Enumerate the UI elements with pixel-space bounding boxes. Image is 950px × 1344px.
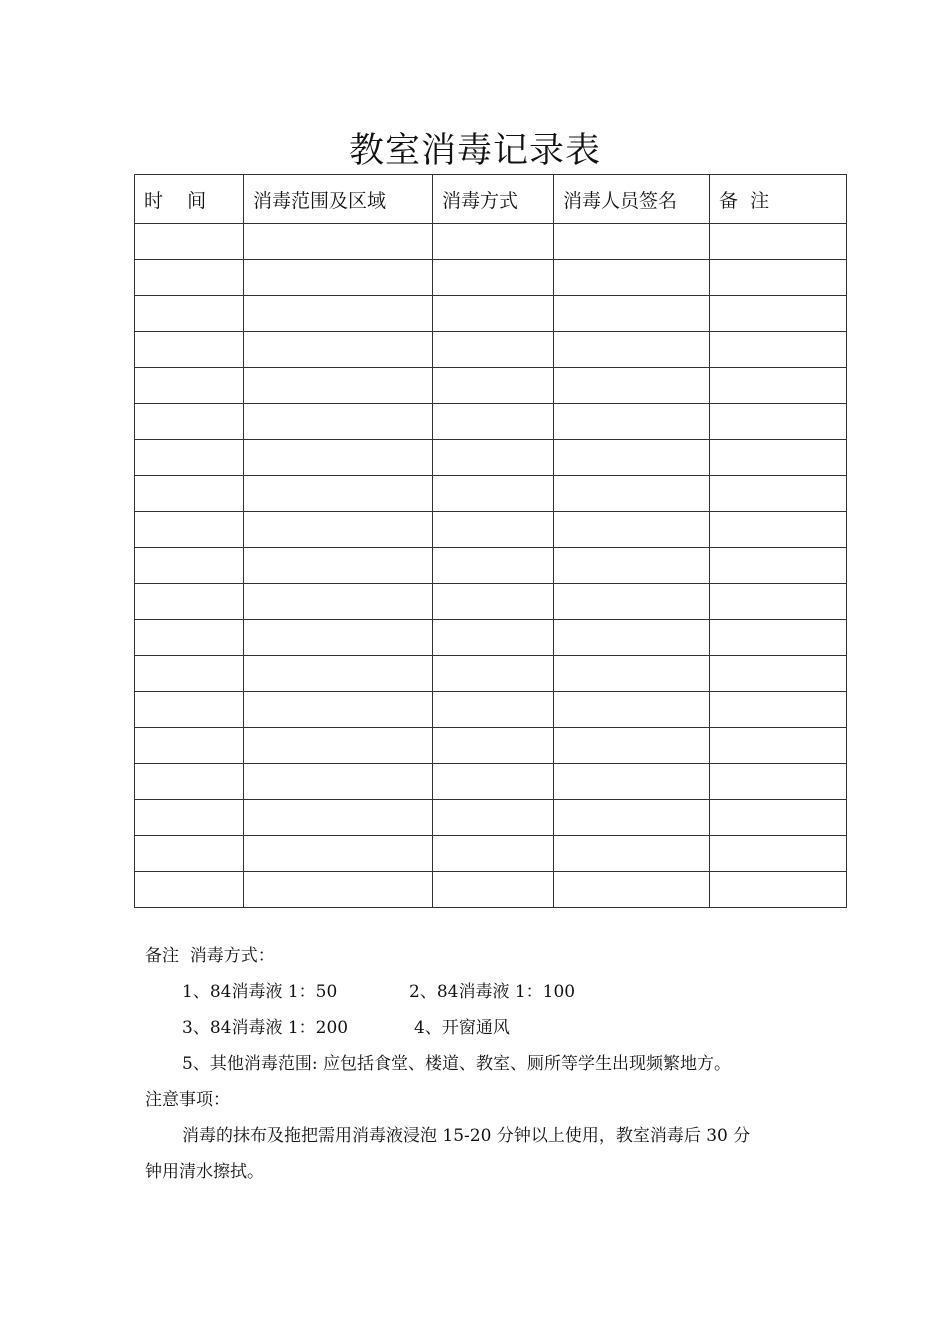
method-1: 1、84消毒液 1：50 — [182, 982, 338, 1002]
table-cell[interactable] — [244, 476, 433, 512]
header-signature: 消毒人员签名 — [554, 175, 710, 224]
notes-section — [145, 938, 825, 1190]
header-area: 消毒范围及区域 — [244, 175, 433, 224]
table-cell[interactable] — [710, 332, 847, 368]
table-cell[interactable] — [554, 836, 710, 872]
table-cell[interactable] — [710, 692, 847, 728]
method-4: 4、开窗通风 — [414, 1018, 510, 1038]
attention-line-2: 钟用清水擦拭。 — [145, 1162, 264, 1182]
table-cell[interactable] — [135, 584, 244, 620]
table-cell[interactable] — [244, 296, 433, 332]
table-cell[interactable] — [554, 260, 710, 296]
table-cell[interactable] — [135, 872, 244, 908]
table-row — [135, 692, 847, 728]
table-header-row — [135, 175, 847, 224]
table-cell[interactable] — [554, 692, 710, 728]
table-row — [135, 548, 847, 584]
table-row — [135, 764, 847, 800]
table-cell[interactable] — [244, 368, 433, 404]
table-cell[interactable] — [244, 764, 433, 800]
table-row — [135, 800, 847, 836]
notes-heading: 备注 消毒方式： — [145, 946, 275, 966]
table-cell[interactable] — [710, 476, 847, 512]
table-cell[interactable] — [244, 656, 433, 692]
table-row — [135, 260, 847, 296]
table-cell[interactable] — [554, 656, 710, 692]
table-cell[interactable] — [710, 620, 847, 656]
table-cell[interactable] — [710, 224, 847, 260]
header-remarks: 备 注 — [710, 175, 847, 224]
table-cell[interactable] — [244, 872, 433, 908]
table-row — [135, 836, 847, 872]
table-cell[interactable] — [135, 656, 244, 692]
table-cell[interactable] — [135, 728, 244, 764]
table-cell[interactable] — [710, 728, 847, 764]
table-cell[interactable] — [710, 656, 847, 692]
table-cell[interactable] — [244, 548, 433, 584]
table-cell[interactable] — [710, 260, 847, 296]
table-cell[interactable] — [135, 332, 244, 368]
header-time: 时 间 — [135, 175, 244, 224]
table-cell[interactable] — [433, 548, 554, 584]
table-cell[interactable] — [433, 692, 554, 728]
table-row — [135, 368, 847, 404]
table-cell[interactable] — [244, 260, 433, 296]
table-cell[interactable] — [554, 332, 710, 368]
table-row — [135, 296, 847, 332]
table-cell[interactable] — [554, 872, 710, 908]
table-row — [135, 620, 847, 656]
table-cell[interactable] — [554, 728, 710, 764]
table-row — [135, 656, 847, 692]
table-cell[interactable] — [433, 332, 554, 368]
table-cell[interactable] — [244, 620, 433, 656]
method-3: 3、84消毒液 1：200 — [182, 1018, 349, 1038]
table-cell[interactable] — [710, 584, 847, 620]
table-cell[interactable] — [135, 440, 244, 476]
table-cell[interactable] — [135, 224, 244, 260]
table-cell[interactable] — [135, 836, 244, 872]
table-cell[interactable] — [710, 296, 847, 332]
table-row — [135, 584, 847, 620]
table-cell[interactable] — [554, 224, 710, 260]
header-method: 消毒方式 — [433, 175, 554, 224]
table-cell[interactable] — [135, 404, 244, 440]
table-cell[interactable] — [710, 836, 847, 872]
table-cell[interactable] — [554, 368, 710, 404]
table-cell[interactable] — [554, 476, 710, 512]
table-row — [135, 224, 847, 260]
table-cell[interactable] — [433, 584, 554, 620]
table-row — [135, 476, 847, 512]
document-title: 教室消毒记录表 — [348, 131, 601, 171]
table-cell[interactable] — [244, 728, 433, 764]
table-cell[interactable] — [244, 332, 433, 368]
table-cell[interactable] — [433, 800, 554, 836]
table-cell[interactable] — [135, 368, 244, 404]
table-cell[interactable] — [244, 836, 433, 872]
table-cell[interactable] — [244, 440, 433, 476]
method-5: 5、其他消毒范围: 应包括食堂、楼道、教室、厕所等学生出现频繁地方。 — [182, 1054, 731, 1074]
table-cell[interactable] — [433, 296, 554, 332]
table-cell[interactable] — [433, 656, 554, 692]
disinfection-record-table — [134, 174, 847, 908]
table-cell[interactable] — [433, 368, 554, 404]
table-cell[interactable] — [244, 692, 433, 728]
table-row — [135, 440, 847, 476]
table-cell[interactable] — [135, 620, 244, 656]
methods-row-2 — [145, 1010, 825, 1046]
table-cell[interactable] — [554, 512, 710, 548]
table-cell[interactable] — [710, 512, 847, 548]
table-cell[interactable] — [710, 368, 847, 404]
table-body — [135, 224, 847, 908]
table-cell[interactable] — [433, 872, 554, 908]
attention-heading: 注意事项： — [145, 1090, 230, 1110]
table-cell[interactable] — [710, 404, 847, 440]
table-cell[interactable] — [433, 440, 554, 476]
table-cell[interactable] — [135, 260, 244, 296]
table-cell[interactable] — [433, 476, 554, 512]
table-cell[interactable] — [433, 764, 554, 800]
table-cell[interactable] — [554, 764, 710, 800]
table-cell[interactable] — [554, 584, 710, 620]
table-cell[interactable] — [135, 692, 244, 728]
table-cell[interactable] — [244, 800, 433, 836]
table-cell[interactable] — [135, 512, 244, 548]
table-row — [135, 332, 847, 368]
table-cell[interactable] — [710, 872, 847, 908]
method-2: 2、84消毒液 1：100 — [409, 982, 576, 1002]
table-row — [135, 872, 847, 908]
table-cell[interactable] — [244, 512, 433, 548]
table-cell[interactable] — [433, 512, 554, 548]
table-cell[interactable] — [135, 800, 244, 836]
table-cell[interactable] — [554, 620, 710, 656]
table-cell[interactable] — [433, 836, 554, 872]
table-cell[interactable] — [554, 548, 710, 584]
table-cell[interactable] — [433, 224, 554, 260]
table-cell[interactable] — [244, 584, 433, 620]
table-row — [135, 404, 847, 440]
table-cell[interactable] — [135, 476, 244, 512]
table-cell[interactable] — [135, 764, 244, 800]
table-cell[interactable] — [554, 440, 710, 476]
table-cell[interactable] — [433, 404, 554, 440]
table-cell[interactable] — [244, 224, 433, 260]
table-cell[interactable] — [554, 404, 710, 440]
table-cell[interactable] — [710, 764, 847, 800]
table-cell[interactable] — [244, 404, 433, 440]
attention-line-1: 消毒的抹布及拖把需用消毒液浸泡 15-20 分钟以上使用，教室消毒后 30 分 — [182, 1126, 751, 1146]
table-cell[interactable] — [554, 296, 710, 332]
table-row — [135, 512, 847, 548]
table-cell[interactable] — [710, 440, 847, 476]
table-row — [135, 728, 847, 764]
table-cell[interactable] — [433, 620, 554, 656]
table-cell[interactable] — [135, 296, 244, 332]
table-cell[interactable] — [710, 800, 847, 836]
methods-row-1 — [145, 974, 825, 1010]
table-cell[interactable] — [710, 548, 847, 584]
table-cell[interactable] — [433, 260, 554, 296]
table-cell[interactable] — [135, 548, 244, 584]
table-cell[interactable] — [433, 728, 554, 764]
table-cell[interactable] — [554, 800, 710, 836]
